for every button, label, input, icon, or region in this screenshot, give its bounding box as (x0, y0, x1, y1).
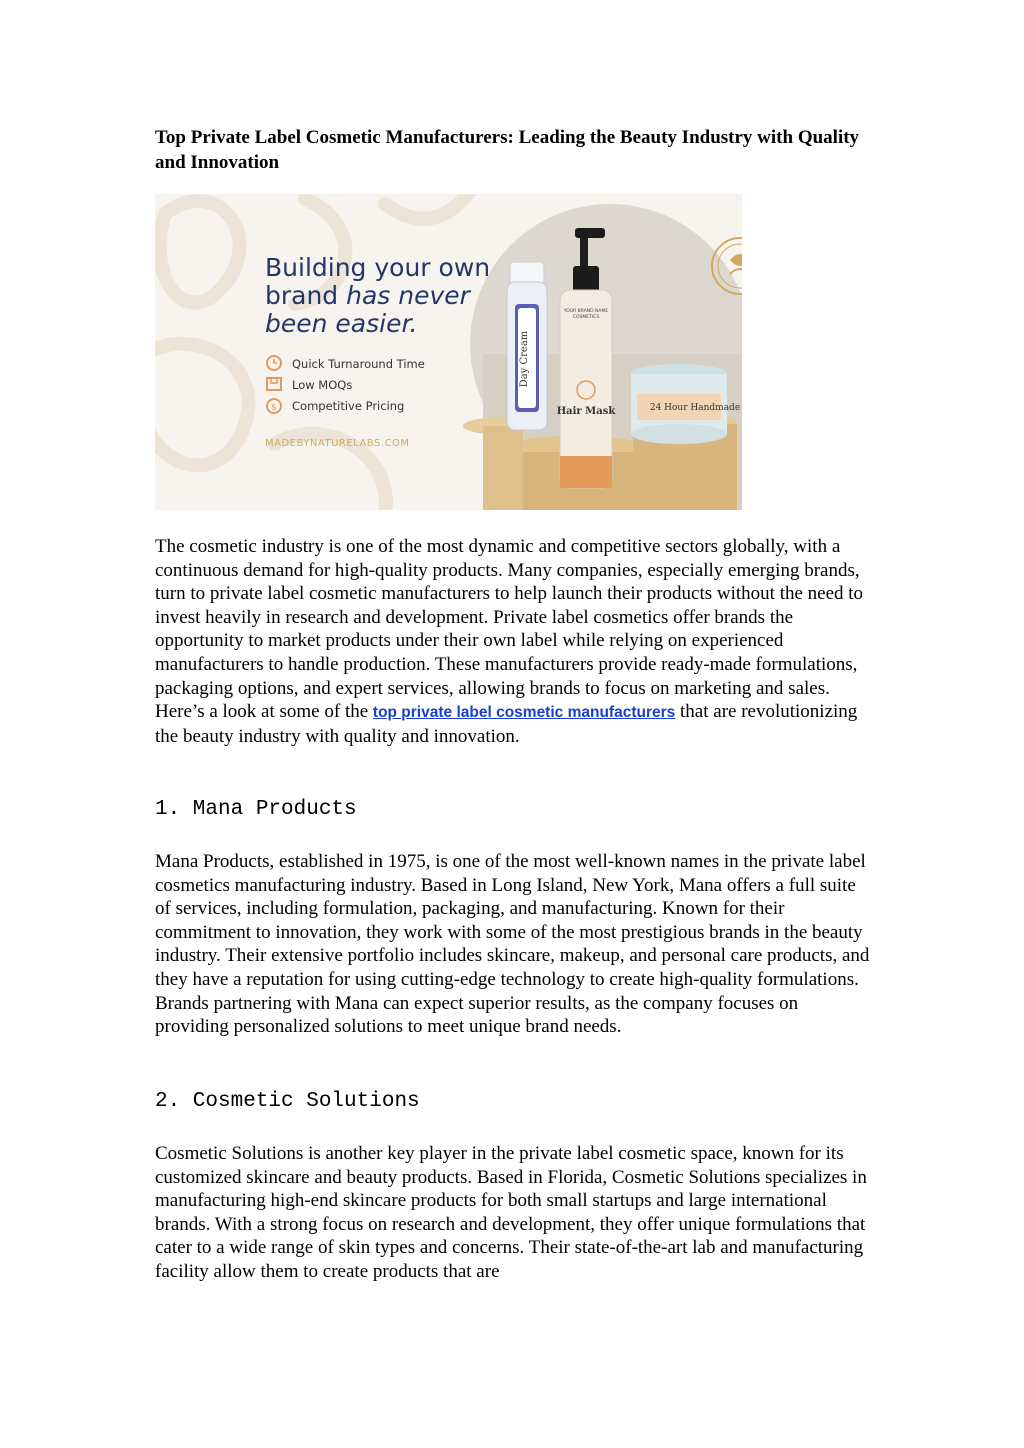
svg-text:Hair Mask: Hair Mask (556, 406, 616, 417)
section-heading-cosmetic-solutions: 2. Cosmetic Solutions (155, 1090, 420, 1113)
svg-text:$: $ (271, 403, 277, 413)
cream-jar-icon (631, 364, 740, 444)
svg-text:been easier.: been easier. (265, 309, 418, 338)
svg-text:Competitive Pricing: Competitive Pricing (292, 399, 405, 413)
section-heading-mana-products: 1. Mana Products (155, 798, 357, 821)
document-title: Top Private Label Cosmetic Manufacturers: Leading the Beauty Industry with Quality and Innovation (155, 127, 860, 173)
svg-text:Quick Turnaround Time: Quick Turnaround Time (292, 357, 425, 371)
section-body-cosmetic-solutions: Cosmetic Solutions is another key player in the private label cosmetic space, known for its customized skincare and beauty products. Based in Florida, Cosmetic Solutions specializes in manufacturing high-end skincare products for both small startups and large international brands. With a strong focus on research and development, they offer unique formulations that cater to a wide range of skin types and concerns. Their state-of-the-art lab and manufacturing facility allow them to create products that are (155, 1143, 867, 1282)
promo-banner (155, 194, 742, 510)
manufacturers-link[interactable]: top private label cosmetic manufacturers (372, 704, 676, 722)
serum-bottle-icon (507, 262, 547, 430)
svg-text:Building your own: Building your own (265, 253, 491, 282)
banner-website: MADEBYNATURELABS.COM (265, 438, 410, 449)
svg-text:COSMETICS: COSMETICS (572, 315, 600, 320)
svg-text:24 Hour Handmade: 24 Hour Handmade (649, 403, 741, 413)
svg-text:YOUR BRAND NAME: YOUR BRAND NAME (563, 309, 609, 314)
svg-text:Day Cream: Day Cream (519, 330, 530, 388)
svg-text:brand has never: brand has never (265, 281, 470, 310)
svg-text:Low MOQs: Low MOQs (292, 378, 353, 392)
section-body-mana-products: Mana Products, established in 1975, is one of the most well-known names in the private label cosmetics manufacturing industry. Based in Long Island, New York, Mana offers a full suite of services, including formulation, packaging, and manufacturing. Known for their commitment to innovation, they work with some of the most prestigious brands in the beauty industry. Their extensive portfolio includes skincare, makeup, and personal care products, and they have a reputation for using cutting-edge technology to create high-quality formulations. Brands partnering with Mana can expect superior results, as the company focuses on providing personalized solutions to meet unique brand needs. (155, 851, 870, 1038)
intro-paragraph: The cosmetic industry is one of the most dynamic and competitive sectors globally, with a continuous demand for high-quality products. Many companies, especially emerging brands, turn to private label cosmetic manufacturers to help launch their products without the need to invest heavily in research and development. Private label cosmetics offer brands the opportunity to market products under their own label while relying on experienced manufacturers to handle production. These manufacturers provide ready-made formulations, packaging options, and expert services, allowing brands to focus on marketing and sales. Here’s a look at some of the top private label cosmetic manufacturers that are revolutionizing the beauty industry with quality and innovation. (155, 536, 864, 747)
banner-graphic (155, 194, 742, 510)
